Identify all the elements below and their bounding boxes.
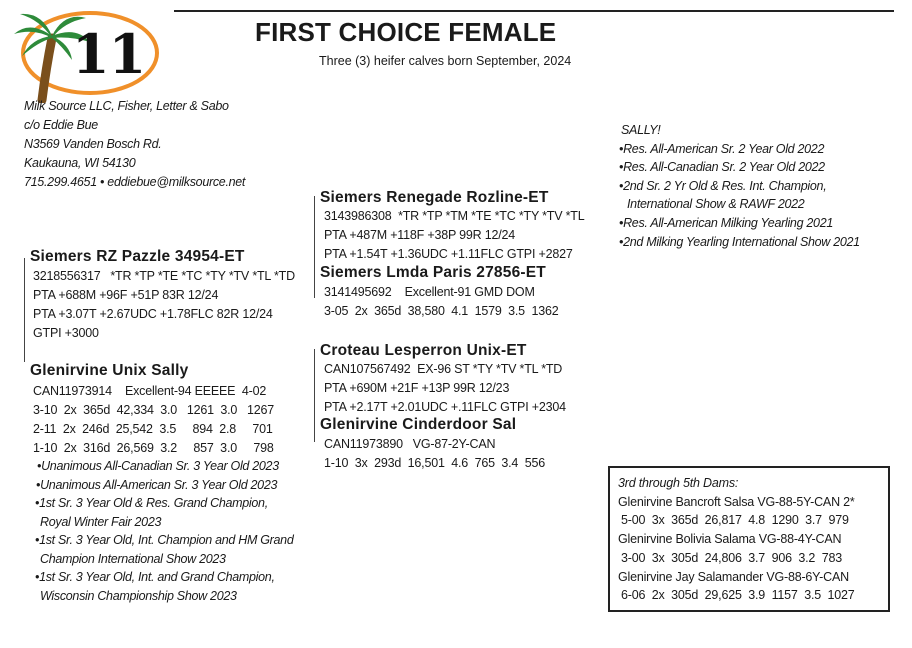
pedigree-connector bbox=[314, 196, 315, 298]
dam-dam-details bbox=[324, 435, 545, 473]
dams-line: 6-06 2x 305d 29,625 3.9 1157 3.5 1027 bbox=[621, 588, 855, 603]
sire-dam-line: 3141495692 Excellent-91 GMD DOM bbox=[324, 285, 535, 299]
sire-line: 3218556317 *TR *TP *TE *TC *TY *TV *TL *TD bbox=[33, 269, 295, 283]
sire-sire-line: PTA +487M +118F +38P 99R 12/24 bbox=[324, 228, 516, 242]
sire-dam-name: Siemers Lmda Paris 27856-ET bbox=[320, 264, 546, 281]
sally-heading: SALLY! bbox=[621, 123, 661, 137]
sally-note: •Res. All-Canadian Sr. 2 Year Old 2022 bbox=[619, 160, 825, 175]
dams-line: Glenirvine Bolivia Salama VG-88-4Y-CAN bbox=[618, 532, 842, 547]
dam-honor: •Unanimous All-American Sr. 3 Year Old 2023 bbox=[36, 477, 278, 492]
dams-line: Glenirvine Bancroft Salsa VG-88-5Y-CAN 2* bbox=[618, 494, 855, 509]
dam-name: Glenirvine Unix Sally bbox=[30, 362, 189, 379]
consignor-line: Kaukauna, WI 54130 bbox=[24, 156, 136, 170]
sire-sire-name: Siemers Renegade Rozline-ET bbox=[320, 189, 549, 206]
sire-dam-line: 3-05 2x 365d 38,580 4.1 1579 3.5 1362 bbox=[324, 304, 559, 318]
dam-sire-line: PTA +690M +21F +13P 99R 12/23 bbox=[324, 381, 510, 395]
dam-honors bbox=[33, 457, 293, 605]
sally-note: •2nd Milking Yearling International Show 2021 bbox=[619, 234, 860, 249]
dam-honor: Royal Winter Fair 2023 bbox=[40, 514, 162, 529]
dam-line: 1-10 2x 316d 26,569 3.2 857 3.0 798 bbox=[33, 441, 274, 455]
sally-note: •Res. All-American Milking Yearling 2021 bbox=[619, 215, 834, 230]
sire-sire-line: 3143986308 *TR *TP *TM *TE *TC *TY *TV *TL bbox=[324, 209, 585, 223]
dams-line: Glenirvine Jay Salamander VG-88-6Y-CAN bbox=[618, 569, 849, 584]
pedigree-connector bbox=[24, 258, 25, 362]
sire-sire-line: PTA +1.54T +1.36UDC +1.11FLC GTPI +2827 bbox=[324, 247, 573, 261]
consignor-line: N3569 Vanden Bosch Rd. bbox=[24, 137, 162, 151]
dam-sire-details bbox=[324, 360, 566, 417]
dam-sire-line: PTA +2.17T +2.01UDC +.11FLC GTPI +2304 bbox=[324, 400, 566, 414]
dam-line: CAN11973914 Excellent-94 EEEEE 4-02 bbox=[33, 384, 267, 398]
sally-notes bbox=[619, 121, 860, 251]
consignor-block bbox=[24, 97, 245, 192]
consignor-line: c/o Eddie Bue bbox=[24, 118, 98, 132]
dam-dam-name: Glenirvine Cinderdoor Sal bbox=[320, 416, 517, 433]
consignor-line: Milk Source LLC, Fisher, Letter & Sabo bbox=[24, 99, 229, 113]
page-title: FIRST CHOICE FEMALE bbox=[255, 17, 557, 47]
sire-dam-details bbox=[324, 283, 558, 321]
lot-number: 11 bbox=[72, 22, 146, 86]
dam-line: 3-10 2x 365d 42,334 3.0 1261 3.0 1267 bbox=[33, 403, 274, 417]
sally-note: •2nd Sr. 2 Yr Old & Res. Int. Champion, bbox=[619, 178, 827, 193]
pedigree-connector bbox=[314, 349, 315, 442]
dam-records bbox=[33, 382, 274, 458]
dam-honor: •1st Sr. 3 Year Old & Res. Grand Champion, bbox=[35, 496, 268, 510]
dam-sire-name: Croteau Lesperron Unix-ET bbox=[320, 342, 527, 359]
top-rule bbox=[174, 10, 894, 12]
sire-line: PTA +688M +96F +51P 83R 12/24 bbox=[33, 288, 219, 302]
dam-honor: •1st Sr. 3 Year Old, Int. and Grand Champion, bbox=[35, 570, 275, 584]
dam-honor: •1st Sr. 3 Year Old, Int. Champion and HM Grand bbox=[35, 533, 294, 547]
sally-note: •Res. All-American Sr. 2 Year Old 2022 bbox=[619, 141, 825, 156]
sire-sire-details bbox=[324, 207, 585, 264]
sire-name: Siemers RZ Pazzle 34954-ET bbox=[30, 248, 245, 265]
sire-details bbox=[33, 267, 295, 343]
consignor-line: 715.299.4651 • eddiebue@milksource.net bbox=[24, 175, 246, 189]
dam-line: 2-11 2x 246d 25,542 3.5 894 2.8 701 bbox=[33, 422, 273, 436]
sire-line: GTPI +3000 bbox=[33, 326, 99, 340]
dam-dam-line: CAN11973890 VG-87-2Y-CAN bbox=[324, 437, 496, 451]
sire-line: PTA +3.07T +2.67UDC +1.78FLC 82R 12/24 bbox=[33, 307, 273, 321]
dam-dam-line: 1-10 3x 293d 16,501 4.6 765 3.4 556 bbox=[324, 456, 545, 470]
dams-heading: 3rd through 5th Dams: bbox=[618, 476, 739, 490]
dams-line: 5-00 3x 365d 26,817 4.8 1290 3.7 979 bbox=[621, 513, 849, 528]
dam-honor: Wisconsin Championship Show 2023 bbox=[40, 588, 237, 603]
dam-honor: Champion International Show 2023 bbox=[40, 551, 226, 566]
sally-note: International Show & RAWF 2022 bbox=[627, 197, 805, 212]
dam-honor: •Unanimous All-Canadian Sr. 3 Year Old 2023 bbox=[37, 459, 279, 473]
dams-box bbox=[608, 466, 890, 612]
dam-sire-line: CAN107567492 EX-96 ST *TY *TV *TL *TD bbox=[324, 362, 563, 376]
page-subtitle: Three (3) heifer calves born September, 2024 bbox=[319, 54, 572, 68]
dams-line: 3-00 3x 305d 24,806 3.7 906 3.2 783 bbox=[621, 550, 842, 565]
